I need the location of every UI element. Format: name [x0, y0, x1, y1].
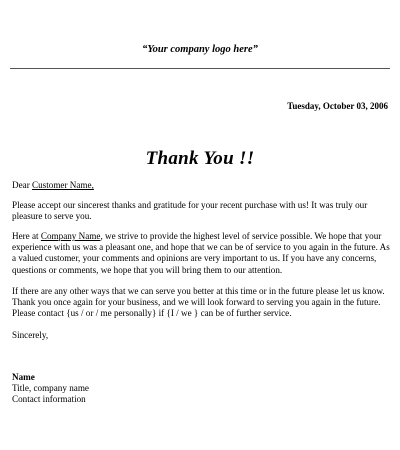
- signature-name: Name: [12, 372, 35, 382]
- header-divider: [10, 68, 390, 69]
- paragraph-service-prefix: Here at: [12, 231, 41, 241]
- paragraph-service-text: , we strive to provide the highest level of service possible. We hope that your experience with us was a pleasant one, and hope that we can be of service to you again in the future. As a valued customer, your comments and opinions are very important to us. If you have any concerns, questions or comments, we hope that you will bring them to our attention.: [12, 231, 390, 275]
- company-name-placeholder: Company Name: [40, 231, 101, 241]
- paragraph-contact: If there are any other ways that we can serve you better at this time or in the future please let us know. Thank you once again for your business, and we will look forward to serving you again in the future. Please contact {us / or / me personally} if {I / we } can be of further service.: [12, 286, 385, 319]
- customer-name-placeholder: Customer Name,: [32, 180, 94, 190]
- signature-contact: Contact information: [12, 394, 86, 405]
- closing: Sincerely,: [12, 330, 49, 340]
- salutation-prefix: Dear: [12, 180, 33, 190]
- paragraph-thanks: Please accept our sincerest thanks and gratitude for your recent purchase with us! It was truly our pleasure to serve you.: [12, 200, 368, 222]
- signature-title: Title, company name: [12, 383, 89, 394]
- signature-block: [12, 372, 394, 406]
- paragraph-service: [12, 231, 394, 276]
- letter-title: Thank You !!: [145, 148, 255, 169]
- letter-date: Tuesday, October 03, 2006: [287, 101, 388, 111]
- salutation: [12, 180, 394, 191]
- company-logo-placeholder: “Your company logo here”: [142, 44, 258, 55]
